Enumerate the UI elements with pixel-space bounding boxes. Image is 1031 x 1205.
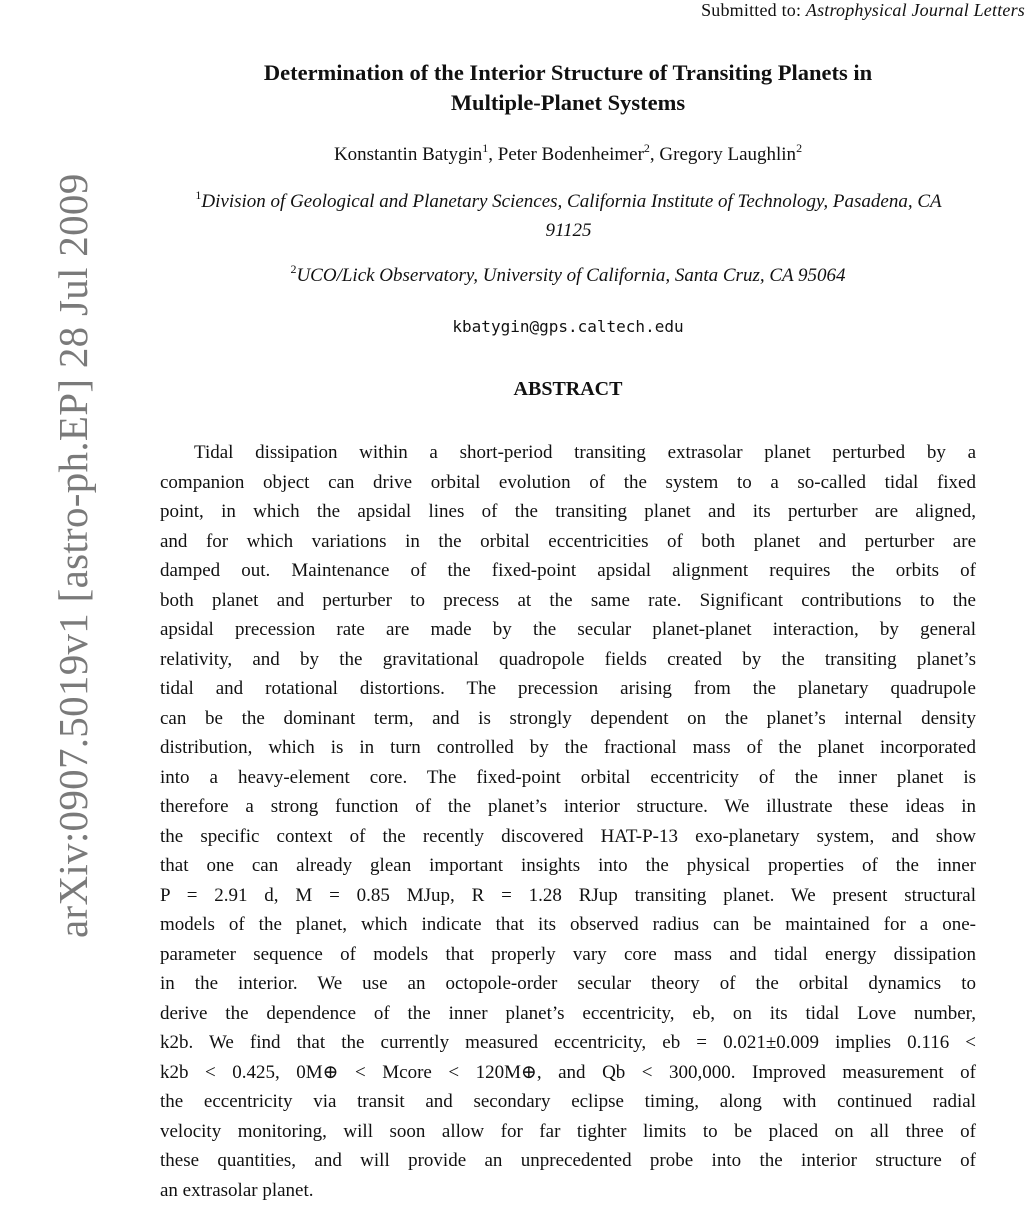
abstract-line: parameter sequence of models that properly vary core mass and tidal energy dissipation bbox=[160, 940, 976, 970]
author-separator: , bbox=[650, 144, 660, 165]
author-email[interactable]: kbatygin@gps.caltech.edu bbox=[160, 315, 976, 339]
author-name: Konstantin Batygin bbox=[334, 144, 482, 165]
abstract-line: both planet and perturber to precess at the same rate. Significant contributions to the bbox=[160, 586, 976, 616]
abstract-line: therefore a strong function of the planet’s interior structure. We illustrate these ideas in bbox=[160, 792, 976, 822]
abstract-line: apsidal precession rate are made by the secular planet-planet interaction, by general bbox=[160, 615, 976, 645]
abstract-heading: ABSTRACT bbox=[160, 375, 976, 403]
abstract-line: Tidal dissipation within a short-period transiting extrasolar planet perturbed by a bbox=[160, 438, 976, 468]
affiliation-1 bbox=[106, 187, 1031, 245]
abstract-line: and for which variations in the orbital eccentricities of both planet and perturber are bbox=[160, 527, 976, 557]
abstract-line: that one can already glean important insights into the physical properties of the inner bbox=[160, 851, 976, 881]
affiliation-mark: 2 bbox=[644, 141, 650, 155]
abstract-line: can be the dominant term, and is strongly dependent on the planet’s internal density bbox=[160, 704, 976, 734]
abstract-line: velocity monitoring, will soon allow for far tighter limits to be placed on all three of bbox=[160, 1117, 976, 1147]
abstract-body bbox=[160, 438, 976, 1205]
affiliation-1-line-2: 91125 bbox=[106, 216, 1031, 245]
abstract-line: models of the planet, which indicate that its observed radius can be maintained for a one- bbox=[160, 910, 976, 940]
author-name: Gregory Laughlin bbox=[659, 144, 796, 165]
title-line-2: Multiple-Planet Systems bbox=[160, 88, 976, 118]
abstract-line: relativity, and by the gravitational quadropole fields created by the transiting planet’s bbox=[160, 645, 976, 675]
affiliation-mark: 1 bbox=[195, 188, 201, 202]
abstract-line: the specific context of the recently discovered HAT-P-13 exo-planetary system, and show bbox=[160, 822, 976, 852]
affiliation-2 bbox=[160, 263, 976, 289]
submission-note bbox=[701, 0, 1025, 21]
author-list bbox=[160, 142, 976, 168]
author-separator: , bbox=[488, 144, 498, 165]
affiliation-mark: 1 bbox=[482, 141, 488, 155]
arxiv-stamp: arXiv:0907.5019v1 [astro-ph.EP] 28 Jul 2009 bbox=[48, 178, 98, 938]
affiliation-1-line-1: Division of Geological and Planetary Sciences, California Institute of Technology, Pasadena, CA bbox=[201, 191, 941, 212]
abstract-line: into a heavy-element core. The fixed-point orbital eccentricity of the inner planet is bbox=[160, 763, 976, 793]
abstract-line: companion object can drive orbital evolution of the system to a so-called tidal fixed bbox=[160, 468, 976, 498]
abstract-line: P = 2.91 d, M = 0.85 MJup, R = 1.28 RJup transiting planet. We present structural bbox=[160, 881, 976, 911]
abstract-line: an extrasolar planet. bbox=[160, 1176, 976, 1205]
abstract-line: derive the dependence of the inner planet’s eccentricity, eb, on its tidal Love number, bbox=[160, 999, 976, 1029]
abstract-line: k2b. We find that the currently measured eccentricity, eb = 0.021±0.009 implies 0.116 < bbox=[160, 1028, 976, 1058]
abstract-line: point, in which the apsidal lines of the transiting planet and its perturber are aligned, bbox=[160, 497, 976, 527]
abstract-line: the eccentricity via transit and secondary eclipse timing, along with continued radial bbox=[160, 1087, 976, 1117]
abstract-line: in the interior. We use an octopole-order secular theory of the orbital dynamics to bbox=[160, 969, 976, 999]
abstract-line: these quantities, and will provide an unprecedented probe into the interior structure of bbox=[160, 1146, 976, 1176]
author-name: Peter Bodenheimer bbox=[498, 144, 644, 165]
journal-name: Astrophysical Journal Letters bbox=[806, 0, 1025, 20]
abstract-line: distribution, which is in turn controlled by the fractional mass of the planet incorporated bbox=[160, 733, 976, 763]
affiliation-2-text: UCO/Lick Observatory, University of California, Santa Cruz, CA 95064 bbox=[296, 265, 845, 286]
submitted-prefix: Submitted to: bbox=[701, 0, 806, 20]
abstract-line: k2b < 0.425, 0M⊕ < Mcore < 120M⊕, and Qb < 300,000. Improved measurement of bbox=[160, 1058, 976, 1088]
affiliation-mark: 2 bbox=[290, 262, 296, 276]
abstract-line: tidal and rotational distortions. The precession arising from the planetary quadrupole bbox=[160, 674, 976, 704]
abstract-line: damped out. Maintenance of the fixed-point apsidal alignment requires the orbits of bbox=[160, 556, 976, 586]
affiliation-mark: 2 bbox=[796, 141, 802, 155]
paper-title bbox=[160, 58, 976, 118]
title-line-1: Determination of the Interior Structure of Transiting Planets in bbox=[160, 58, 976, 88]
